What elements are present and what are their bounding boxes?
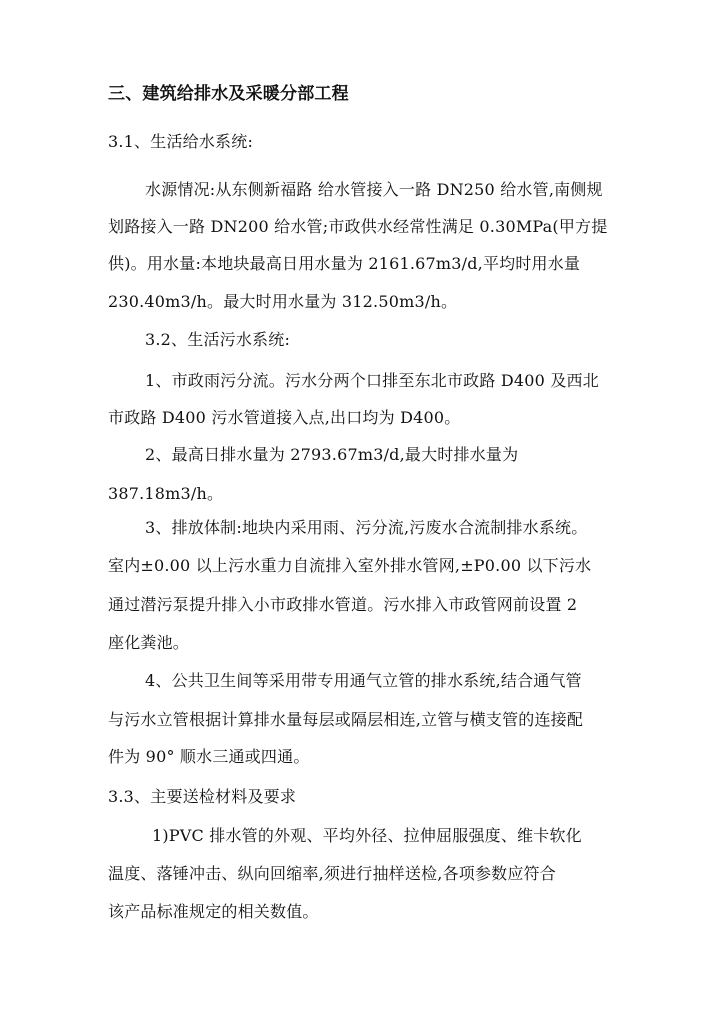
material-item-1-line-2: 温度、落锤冲击、纵向回缩率,须进行抽样送检,各项参数应符合	[108, 864, 556, 883]
sewage-item-3-line-1: 3、排放体制:地块内采用雨、污分流,污废水合流制排水系统。	[145, 518, 588, 537]
section-heading: 三、建筑给排水及采暖分部工程	[108, 84, 349, 104]
material-item-1-line-1: 1)PVC 排水管的外观、平均外径、拉伸屈服强度、维卡软化	[152, 826, 582, 845]
water-source-line-1: 水源情况:从东侧新福路 给水管接入一路 DN250 给水管,南侧规	[145, 180, 603, 199]
sewage-item-4-line-2: 与污水立管根据计算排水量每层或隔层相连,立管与横支管的连接配	[108, 710, 584, 729]
subsection-title-3-1: 3.1、生活给水系统:	[108, 132, 254, 151]
sewage-item-1-line-2: 市政路 D400 污水管道接入点,出口均为 D400。	[108, 408, 461, 427]
sewage-item-2-line-1: 2、最高日排水量为 2793.67m3/d,最大时排水量为	[145, 445, 519, 464]
subsection-title-3-3: 3.3、主要送检材料及要求	[108, 787, 297, 806]
material-item-1-line-3: 该产品标准规定的相关数值。	[108, 902, 319, 921]
sewage-item-1-line-1: 1、市政雨污分流。污水分两个口排至东北市政路 D400 及西北	[145, 371, 599, 390]
water-source-line-2: 划路接入一路 DN200 给水管;市政供水经常性满足 0.30MPa(甲方提	[108, 217, 608, 236]
water-source-line-3: 供)。用水量:本地块最高日用水量为 2161.67m3/d,平均时用水量	[108, 254, 581, 273]
water-source-line-4: 230.40m3/h。最大时用水量为 312.50m3/h。	[108, 292, 458, 311]
sewage-item-4-line-1: 4、公共卫生间等采用带专用通气立管的排水系统,结合通气管	[145, 671, 582, 690]
sewage-item-2-line-2: 387.18m3/h。	[108, 484, 224, 503]
sewage-item-3-line-4: 座化粪池。	[108, 633, 190, 652]
sewage-item-3-line-2: 室内±0.00 以上污水重力自流排入室外排水管网,±P0.00 以下污水	[108, 556, 592, 575]
sewage-item-3-line-3: 通过潜污泵提升排入小市政排水管道。污水排入市政管网前设置 2	[108, 595, 578, 614]
sewage-item-4-line-3: 件为 90° 顺水三通或四通。	[108, 747, 310, 766]
subsection-title-3-2: 3.2、生活污水系统:	[145, 330, 291, 349]
